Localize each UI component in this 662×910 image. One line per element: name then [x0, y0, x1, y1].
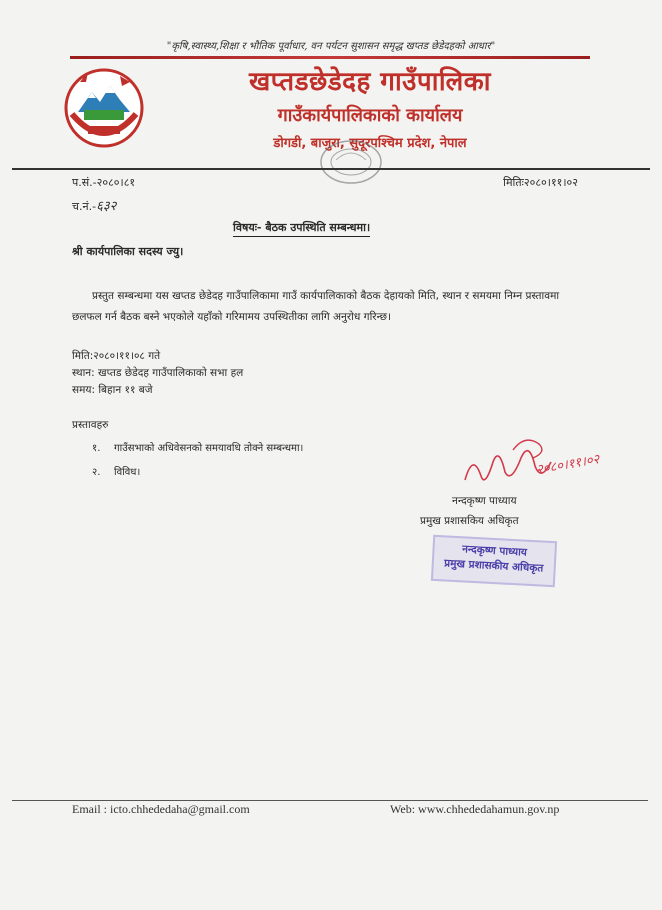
meeting-details: [72, 348, 243, 399]
municipality-name: खप्तडछेडेदह गाउँपालिका: [249, 67, 491, 97]
handwritten-signature: [455, 432, 615, 502]
meeting-date: मिति:२०८०।११।०८ गते: [72, 350, 161, 362]
meeting-time: समय: बिहान ११ बजे: [72, 384, 153, 396]
letter-subject: विषयः- बैठक उपस्थिति सम्बन्धमा।: [233, 220, 370, 237]
designation-stamp: [431, 535, 557, 587]
slogan: "कृषि,स्वास्थ्य,शिक्षा र भौतिक पूर्वाधार, वन पर्यटन सुशासन समृद्ध खप्तड छेडेदहको आधार": [166, 41, 496, 52]
office-seal-stamp: [318, 138, 384, 186]
stamp-name: नन्दकृष्ण पाध्याय: [461, 543, 528, 559]
signatory-name: नन्दकृष्ण पाध्याय: [452, 495, 517, 507]
signatory-title: प्रमुख प्रशासकिय अधिकृत: [420, 515, 519, 527]
footer-website: Web: www.chhededahamun.gov.np: [390, 802, 560, 816]
meeting-place: स्थान: खप्तड छेडेदह गाउँपालिकाको सभा हल: [72, 367, 244, 379]
proposal-number: १.: [92, 443, 101, 454]
reference-number: प.सं.-२०८०।८१: [72, 176, 136, 189]
proposals-list: [92, 437, 303, 485]
proposal-number: २.: [92, 467, 101, 478]
list-item: [92, 461, 303, 485]
office-name: गाउँकार्यपालिकाको कार्यालय: [277, 105, 463, 126]
proposals-title: प्रस्तावहरु: [72, 419, 109, 431]
proposal-text: विविध।: [114, 467, 141, 478]
dispatch-label: च.नं.-: [72, 200, 97, 213]
letter-date: मितिः२०८०।११।०२: [503, 176, 578, 189]
header-top-rule: [70, 56, 590, 59]
letter-body: प्रस्तुत सम्बन्धमा यस खप्तड छेडेदह गाउँपालिकामा गाउँ कार्यपालिकाको बैठक देहायको मिति, स्थान र समयमा निम्न प्रस्तावमा छलफल गर्न बैठक बस्ने भएकोले यहाँको गरिमामय उपस्थितीका लागि अनुरोध गरिन्छ।: [72, 290, 560, 323]
dispatch-number: [72, 196, 116, 214]
signature-date: २०८०।११।०२: [535, 452, 601, 478]
office-address: डोगडी, बाजुरा, सुदूरपश्चिम प्रदेश, नेपाल: [273, 136, 467, 151]
list-item: [92, 437, 303, 461]
stamp-title: प्रमुख प्रशासकीय अधिकृत: [443, 557, 544, 575]
proposal-text: गाउँसभाको अधिवेसनको समयावधि तोक्ने सम्बन्धमा।: [114, 443, 304, 454]
dispatch-handwritten-number: ६३२: [96, 199, 117, 214]
footer-divider: [12, 800, 648, 801]
header-divider: [12, 168, 650, 170]
nepal-emblem-logo: [58, 62, 150, 152]
footer-email: Email : icto.chhededaha@gmail.com: [72, 802, 250, 816]
salutation: श्री कार्यपालिका सदस्य ज्यु।: [72, 245, 184, 258]
